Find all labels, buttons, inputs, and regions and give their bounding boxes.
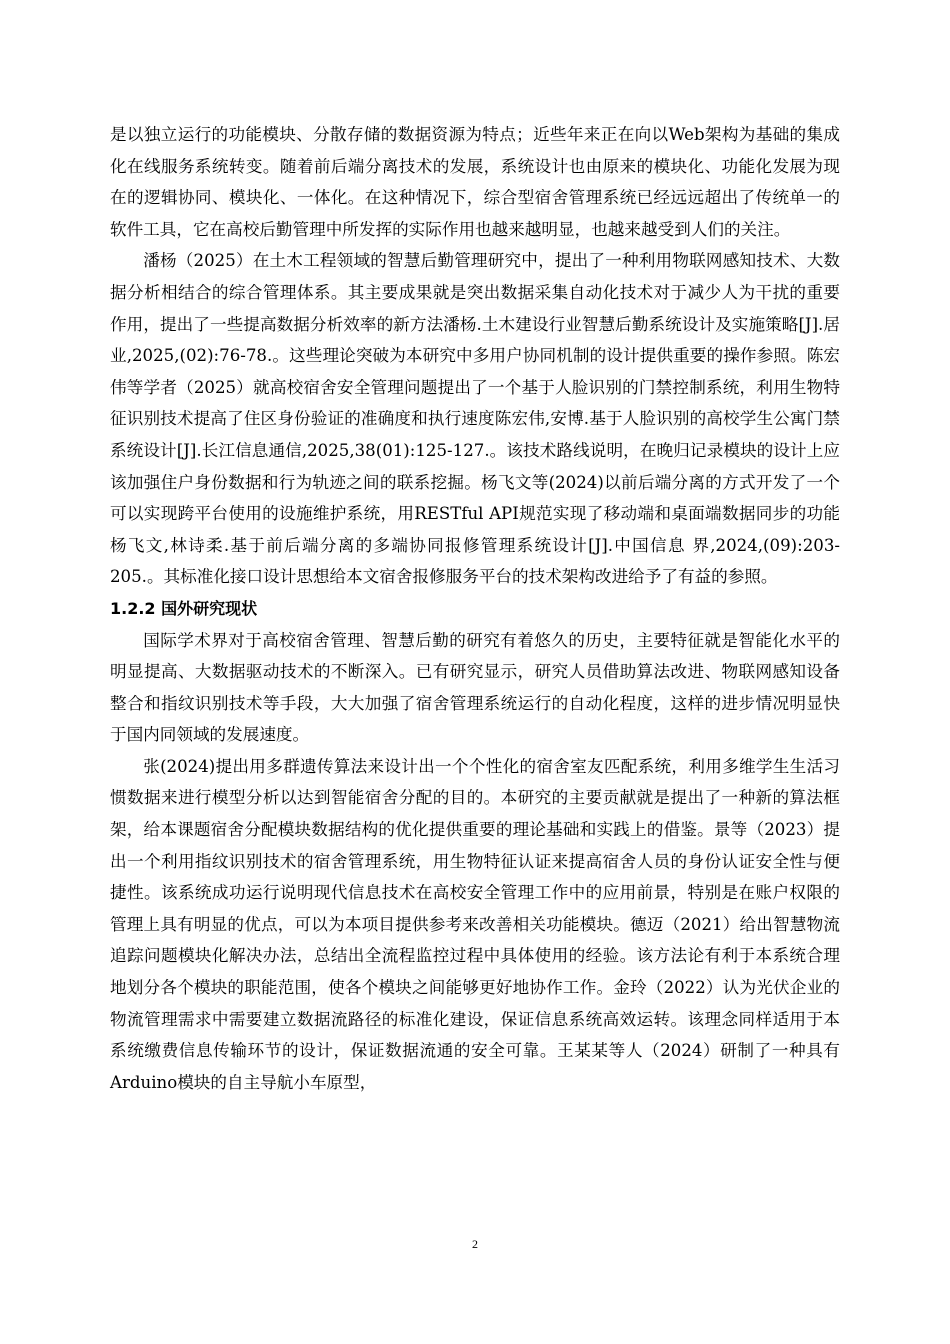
section-heading: 1.2.2 国外研究现状 bbox=[110, 598, 258, 618]
page-number: 2 bbox=[472, 1237, 478, 1251]
paragraph-4: 张(2024)提出用多群遗传算法来设计出一个个性化的宿舍室友匹配系统，利用多维学生生活习惯数据来进行模型分析以达到智能宿舍分配的目的。本研究的主要贡献就是提出了一种新的算法框架，给本课题宿舍分配模块数据结构的优化提供重要的理论基础和实践上的借鉴。景等（2023）提出一个利用指纹识别技术的宿舍管理系统，用生物特征认证来提高宿舍人员的身份认证安全性与便捷性。该系统成功运行说明现代信息技术在高校安全管理工作中的应用前景，特别是在账户权限的管理上具有明显的优点，可以为本项目提供参考来改善相关功能模块。德迈（2021）给出智慧物流追踪问题模块化解决办法，总结出全流程监控过程中具体使用的经验。该方法论有利于本系统合理地划分各个模块的职能范围，使各个模块之间能够更好地协作工作。金玲（2022）认为光伏企业的物流管理需求中需要建立数据流路径的标准化建设，保证信息系统高效运转。该理念同样适用于本系统缴费信息传输环节的设计，保证数据流通的安全可靠。王某某等人（2024）研制了一种具有Arduino模块的自主导航小车原型， bbox=[110, 756, 840, 1092]
paragraph-2: 潘杨（2025）在土木工程领域的智慧后勤管理研究中，提出了一种利用物联网感知技术、大数据分析相结合的综合管理体系。其主要成果就是突出数据采集自动化技术对于减少人为干扰的重要作用，提出了一些提高数据分析效率的新方法潘杨.土木建设行业智慧后勤系统设计及实施策略[J].居业,2025,(02):76-78.。这些理论突破为本研究中多用户协同机制的设计提供重要的操作参照。陈宏伟等学者（2025）就高校宿舍安全管理问题提出了一个基于人脸识别的门禁控制系统，利用生物特征识别技术提高了住区身份验证的准确度和执行速度陈宏伟,安博.基于人脸识别的高校学生公寓门禁系统设计[J].长江信息通信,2025,38(01):125-127.。该技术路线说明，在晚归记录模块的设计上应该加强住户身份数据和行为轨迹之间的联系挖掘。杨飞文等(2024)以前后端分离的方式开发了一个可以实现跨平台使用的设施维护系统，用RESTful API规范实现了移动端和桌面端数据同步的功能杨飞文,林诗柔.基于前后端分离的多端协同报修管理系统设计[J].中国信息 界,2024,(09):203-205.。其标准化接口设计思想给本文宿舍报修服务平台的技术架构改进给予了有益的参照。 bbox=[110, 251, 840, 587]
body-text bbox=[110, 119, 840, 1098]
paragraph-3: 国际学术界对于高校宿舍管理、智慧后勤的研究有着悠久的历史，主要特征就是智能化水平的明显提高、大数据驱动技术的不断深入。已有研究显示，研究人员借助算法改进、物联网感知设备整合和指纹识别技术等手段，大大加强了宿舍管理系统运行的自动化程度，这样的进步情况明显快于国内同领域的发展速度。 bbox=[110, 630, 840, 745]
paragraph-1: 是以独立运行的功能模块、分散存储的数据资源为特点；近些年来正在向以Web架构为基础的集成化在线服务系统转变。随着前后端分离技术的发展，系统设计也由原来的模块化、功能化发展为现在的逻辑协同、模块化、一体化。在这种情况下，综合型宿舍管理系统已经远远超出了传统单一的软件工具，它在高校后勤管理中所发挥的实际作用也越来越明显，也越来越受到人们的关注。 bbox=[110, 125, 840, 239]
